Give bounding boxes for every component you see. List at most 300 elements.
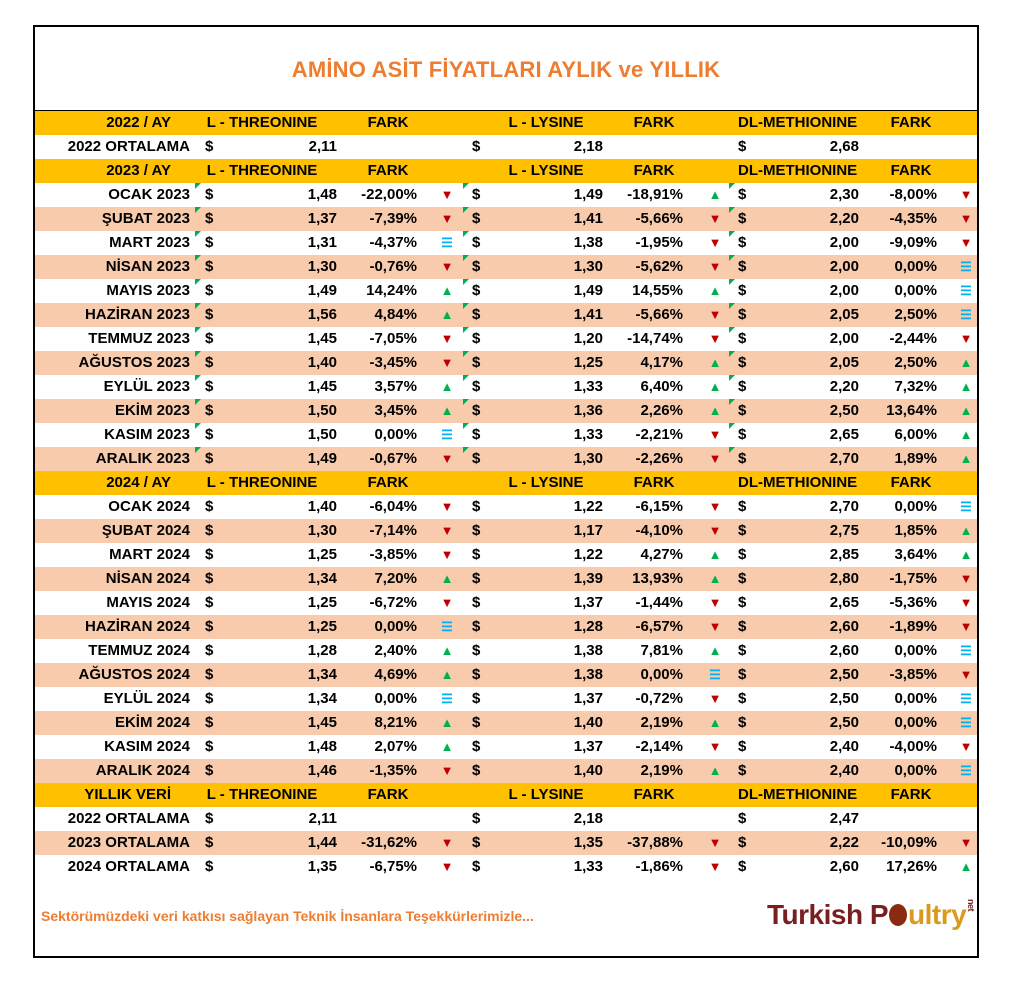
currency-sign: $ [205, 714, 214, 731]
price-value-lys: 1,37 [573, 690, 603, 707]
price-value-lys: 1,36 [573, 402, 603, 419]
section-header-row [35, 471, 977, 495]
price-value-thr: 1,30 [307, 258, 337, 275]
up-arrow-icon: ▲ [440, 715, 454, 730]
fark-value-met: -1,89% [889, 618, 937, 635]
price-value-met: 2,00 [829, 258, 859, 275]
up-arrow-icon: ▲ [708, 355, 722, 370]
row-label: MAYIS 2023 [106, 282, 190, 299]
col-header-methionine: DL-METHIONINE [738, 162, 858, 179]
currency-sign: $ [472, 570, 481, 587]
price-value-lys: 1,41 [573, 306, 603, 323]
price-value-met: 2,00 [829, 234, 859, 251]
fark-value-lys: -1,44% [635, 594, 683, 611]
down-arrow-icon: ▼ [440, 835, 454, 850]
down-arrow-icon: ▼ [708, 427, 722, 442]
down-arrow-icon: ▼ [440, 763, 454, 778]
fark-value-met: 0,00% [894, 282, 937, 299]
row-label: ŞUBAT 2023 [101, 210, 190, 227]
currency-sign: $ [738, 810, 747, 827]
currency-sign: $ [205, 210, 214, 227]
price-value-met: 2,85 [829, 546, 859, 563]
down-arrow-icon: ▼ [708, 331, 722, 346]
fark-value-thr: -6,72% [369, 594, 417, 611]
currency-sign: $ [472, 426, 481, 443]
col-header-fark: FARK [367, 474, 409, 491]
cell-marker [729, 447, 735, 453]
fark-value-met: -3,85% [889, 666, 937, 683]
down-arrow-icon: ▼ [440, 187, 454, 202]
price-value-met: 2,65 [829, 426, 859, 443]
down-arrow-icon: ▼ [440, 595, 454, 610]
down-arrow-icon: ▼ [440, 259, 454, 274]
up-arrow-icon: ▲ [708, 763, 722, 778]
price-value-thr: 1,49 [307, 282, 337, 299]
fark-value-thr: 3,45% [374, 402, 417, 419]
currency-sign: $ [738, 210, 747, 227]
currency-sign: $ [738, 186, 747, 203]
down-arrow-icon: ▼ [959, 331, 973, 346]
price-value-met: 2,00 [829, 282, 859, 299]
price-value-thr: 1,50 [307, 402, 337, 419]
fark-value-met: -10,09% [881, 834, 937, 851]
fark-value-thr: 8,21% [374, 714, 417, 731]
up-arrow-icon: ▲ [708, 187, 722, 202]
col-header-methionine: DL-METHIONINE [738, 474, 858, 491]
price-value-met: 2,60 [829, 642, 859, 659]
fark-value-lys: -5,66% [635, 210, 683, 227]
price-value-met: 2,40 [829, 738, 859, 755]
up-arrow-icon: ▲ [440, 667, 454, 682]
price-value-thr: 1,45 [307, 378, 337, 395]
equal-icon: ☰ [960, 643, 972, 658]
currency-sign: $ [472, 522, 481, 539]
fark-value-met: 0,00% [894, 762, 937, 779]
price-value-met: 2,47 [829, 810, 859, 827]
price-value-lys: 1,38 [573, 234, 603, 251]
equal-icon: ☰ [960, 283, 972, 298]
down-arrow-icon: ▼ [959, 739, 973, 754]
currency-sign: $ [472, 738, 481, 755]
currency-sign: $ [738, 738, 747, 755]
fark-value-met: -8,00% [889, 186, 937, 203]
row-label: KASIM 2024 [104, 738, 190, 755]
cell-marker [195, 423, 201, 429]
currency-sign: $ [205, 594, 214, 611]
fark-value-lys: 13,93% [632, 570, 683, 587]
price-value-lys: 1,41 [573, 210, 603, 227]
cell-marker [463, 399, 469, 405]
fark-value-lys: -18,91% [627, 186, 683, 203]
price-value-met: 2,50 [829, 690, 859, 707]
equal-icon: ☰ [709, 667, 721, 682]
down-arrow-icon: ▼ [708, 235, 722, 250]
fark-value-lys: 7,81% [640, 642, 683, 659]
price-value-thr: 1,45 [307, 330, 337, 347]
row-label: 2022 ORTALAMA [67, 810, 190, 827]
price-value-thr: 1,31 [307, 234, 337, 251]
row-label: 2022 ORTALAMA [67, 138, 190, 155]
price-value-lys: 1,20 [573, 330, 603, 347]
currency-sign: $ [472, 498, 481, 515]
up-arrow-icon: ▲ [959, 547, 973, 562]
price-value-thr: 1,34 [307, 690, 337, 707]
fark-value-lys: -1,86% [635, 858, 683, 875]
row-label: ARALIK 2023 [95, 450, 190, 467]
fark-value-met: -9,09% [889, 234, 937, 251]
currency-sign: $ [738, 546, 747, 563]
currency-sign: $ [205, 258, 214, 275]
cell-marker [195, 231, 201, 237]
down-arrow-icon: ▼ [440, 355, 454, 370]
price-value-lys: 1,33 [573, 378, 603, 395]
col-header-methionine: DL-METHIONINE [738, 786, 858, 803]
table-row [35, 615, 977, 639]
up-arrow-icon: ▲ [440, 403, 454, 418]
fark-value-met: -4,00% [889, 738, 937, 755]
fark-value-met: 6,00% [894, 426, 937, 443]
fark-value-met: -2,44% [889, 330, 937, 347]
currency-sign: $ [205, 402, 214, 419]
currency-sign: $ [472, 666, 481, 683]
fark-value-met: 2,50% [894, 354, 937, 371]
cell-marker [195, 303, 201, 309]
col-header-lysine: L - LYSINE [508, 114, 584, 131]
currency-sign: $ [205, 234, 214, 251]
currency-sign: $ [472, 234, 481, 251]
table-row [35, 831, 977, 855]
fark-value-thr: -31,62% [361, 834, 417, 851]
section-header-row [35, 111, 977, 135]
currency-sign: $ [472, 330, 481, 347]
down-arrow-icon: ▼ [708, 259, 722, 274]
down-arrow-icon: ▼ [708, 835, 722, 850]
currency-sign: $ [472, 762, 481, 779]
price-value-thr: 1,49 [307, 450, 337, 467]
fark-value-lys: -5,66% [635, 306, 683, 323]
price-value-thr: 1,25 [307, 618, 337, 635]
currency-sign: $ [205, 690, 214, 707]
fark-value-thr: 3,57% [374, 378, 417, 395]
cell-marker [463, 303, 469, 309]
col-header-fark: FARK [633, 162, 675, 179]
price-value-lys: 1,22 [573, 546, 603, 563]
fark-value-thr: 2,07% [374, 738, 417, 755]
fark-value-met: 0,00% [894, 258, 937, 275]
currency-sign: $ [205, 762, 214, 779]
table-row [35, 567, 977, 591]
row-label: MART 2023 [109, 234, 190, 251]
currency-sign: $ [472, 378, 481, 395]
fark-value-lys: -5,62% [635, 258, 683, 275]
cell-marker [463, 255, 469, 261]
price-value-met: 2,60 [829, 618, 859, 635]
currency-sign: $ [205, 330, 214, 347]
fark-value-thr: -7,14% [369, 522, 417, 539]
up-arrow-icon: ▲ [440, 307, 454, 322]
cell-marker [195, 351, 201, 357]
fark-value-met: -4,35% [889, 210, 937, 227]
currency-sign: $ [205, 834, 214, 851]
equal-icon: ☰ [960, 715, 972, 730]
cell-marker [729, 183, 735, 189]
price-value-met: 2,50 [829, 402, 859, 419]
cell-marker [463, 375, 469, 381]
down-arrow-icon: ▼ [440, 547, 454, 562]
cell-marker [463, 447, 469, 453]
equal-icon: ☰ [441, 691, 453, 706]
fark-value-lys: -6,15% [635, 498, 683, 515]
col-header-fark: FARK [633, 786, 675, 803]
fark-value-thr: -4,37% [369, 234, 417, 251]
col-header-threonine: L - THREONINE [206, 162, 318, 179]
up-arrow-icon: ▲ [959, 379, 973, 394]
table-row [35, 327, 977, 351]
fark-value-thr: 0,00% [374, 690, 417, 707]
fark-value-lys: -1,95% [635, 234, 683, 251]
price-value-thr: 1,56 [307, 306, 337, 323]
currency-sign: $ [738, 426, 747, 443]
cell-marker [463, 351, 469, 357]
fark-value-met: 13,64% [886, 402, 937, 419]
fark-value-lys: -2,21% [635, 426, 683, 443]
col-header-lysine: L - LYSINE [508, 474, 584, 491]
cell-marker [195, 399, 201, 405]
currency-sign: $ [738, 498, 747, 515]
price-value-lys: 1,40 [573, 762, 603, 779]
currency-sign: $ [738, 522, 747, 539]
row-label: NİSAN 2023 [105, 258, 190, 275]
price-value-lys: 2,18 [573, 138, 603, 155]
up-arrow-icon: ▲ [959, 859, 973, 874]
fark-value-met: 0,00% [894, 642, 937, 659]
currency-sign: $ [205, 570, 214, 587]
down-arrow-icon: ▼ [959, 619, 973, 634]
egg-icon [889, 904, 907, 926]
currency-sign: $ [472, 834, 481, 851]
down-arrow-icon: ▼ [959, 187, 973, 202]
col-header-threonine: L - THREONINE [206, 786, 318, 803]
currency-sign: $ [472, 138, 481, 155]
fark-value-lys: 2,26% [640, 402, 683, 419]
row-label: ŞUBAT 2024 [101, 522, 190, 539]
row-label: HAZİRAN 2024 [84, 618, 190, 635]
price-value-lys: 1,39 [573, 570, 603, 587]
up-arrow-icon: ▲ [708, 403, 722, 418]
price-value-met: 2,20 [829, 378, 859, 395]
currency-sign: $ [205, 498, 214, 515]
currency-sign: $ [472, 714, 481, 731]
col-header-methionine: DL-METHIONINE [738, 114, 858, 131]
price-value-lys: 1,38 [573, 666, 603, 683]
price-value-lys: 1,22 [573, 498, 603, 515]
table-row [35, 639, 977, 663]
price-value-thr: 1,40 [307, 498, 337, 515]
price-value-thr: 1,44 [307, 834, 337, 851]
row-label: MART 2024 [109, 546, 190, 563]
fark-value-met: 17,26% [886, 858, 937, 875]
currency-sign: $ [472, 594, 481, 611]
up-arrow-icon: ▲ [708, 283, 722, 298]
fark-value-thr: 2,40% [374, 642, 417, 659]
currency-sign: $ [738, 666, 747, 683]
currency-sign: $ [205, 738, 214, 755]
fark-value-lys: 4,17% [640, 354, 683, 371]
table-row [35, 495, 977, 519]
price-value-met: 2,20 [829, 210, 859, 227]
currency-sign: $ [205, 618, 214, 635]
col-header-lysine: L - LYSINE [508, 786, 584, 803]
col-header-threonine: L - THREONINE [206, 474, 318, 491]
fark-value-lys: -6,57% [635, 618, 683, 635]
currency-sign: $ [472, 810, 481, 827]
price-value-thr: 1,25 [307, 546, 337, 563]
row-label: ARALIK 2024 [95, 762, 190, 779]
col-header-fark: FARK [367, 786, 409, 803]
down-arrow-icon: ▼ [708, 307, 722, 322]
section-header-label: 2023 / AY [106, 162, 171, 179]
cell-marker [195, 279, 201, 285]
cell-marker [195, 183, 201, 189]
row-label: MAYIS 2024 [106, 594, 190, 611]
table-row [35, 375, 977, 399]
down-arrow-icon: ▼ [708, 739, 722, 754]
col-header-fark: FARK [890, 162, 932, 179]
currency-sign: $ [205, 666, 214, 683]
row-label: OCAK 2023 [108, 186, 190, 203]
up-arrow-icon: ▲ [440, 283, 454, 298]
price-value-thr: 1,50 [307, 426, 337, 443]
fark-value-thr: 0,00% [374, 618, 417, 635]
price-value-lys: 1,30 [573, 258, 603, 275]
fark-value-met: 0,00% [894, 714, 937, 731]
currency-sign: $ [205, 426, 214, 443]
up-arrow-icon: ▲ [708, 571, 722, 586]
row-label: HAZİRAN 2023 [84, 306, 190, 323]
row-label: EYLÜL 2023 [103, 378, 190, 395]
cell-marker [463, 231, 469, 237]
cell-marker [463, 207, 469, 213]
up-arrow-icon: ▲ [708, 715, 722, 730]
up-arrow-icon: ▲ [708, 379, 722, 394]
fark-value-lys: -37,88% [627, 834, 683, 851]
row-label: AĞUSTOS 2023 [78, 354, 190, 371]
fark-value-thr: -3,45% [369, 354, 417, 371]
currency-sign: $ [738, 330, 747, 347]
price-value-thr: 1,46 [307, 762, 337, 779]
price-value-thr: 1,30 [307, 522, 337, 539]
price-value-thr: 1,34 [307, 666, 337, 683]
price-value-thr: 2,11 [308, 810, 337, 827]
price-value-lys: 1,33 [573, 426, 603, 443]
currency-sign: $ [472, 546, 481, 563]
down-arrow-icon: ▼ [959, 211, 973, 226]
section-header-row [35, 783, 977, 807]
currency-sign: $ [472, 402, 481, 419]
up-arrow-icon: ▲ [959, 427, 973, 442]
price-value-lys: 1,49 [573, 186, 603, 203]
table-row [35, 135, 977, 159]
price-value-met: 2,00 [829, 330, 859, 347]
currency-sign: $ [472, 306, 481, 323]
fark-value-lys: -2,26% [635, 450, 683, 467]
cell-marker [729, 327, 735, 333]
row-label: EKİM 2024 [114, 714, 190, 731]
currency-sign: $ [205, 378, 214, 395]
down-arrow-icon: ▼ [708, 523, 722, 538]
fark-value-thr: -0,76% [369, 258, 417, 275]
col-header-fark: FARK [633, 114, 675, 131]
down-arrow-icon: ▼ [959, 595, 973, 610]
currency-sign: $ [472, 354, 481, 371]
price-value-met: 2,30 [829, 186, 859, 203]
table-row [35, 351, 977, 375]
currency-sign: $ [738, 834, 747, 851]
fark-value-lys: 14,55% [632, 282, 683, 299]
table-row [35, 423, 977, 447]
currency-sign: $ [738, 714, 747, 731]
currency-sign: $ [205, 282, 214, 299]
equal-icon: ☰ [960, 259, 972, 274]
price-value-lys: 1,25 [573, 354, 603, 371]
col-header-fark: FARK [633, 474, 675, 491]
currency-sign: $ [205, 522, 214, 539]
currency-sign: $ [472, 186, 481, 203]
down-arrow-icon: ▼ [440, 499, 454, 514]
fark-value-thr: -6,75% [369, 858, 417, 875]
currency-sign: $ [738, 594, 747, 611]
currency-sign: $ [472, 450, 481, 467]
col-header-fark: FARK [367, 114, 409, 131]
row-label: 2023 ORTALAMA [67, 834, 190, 851]
footer-note: Sektörümüzdeki veri katkısı sağlayan Teknik İnsanlara Teşekkürlerimizle... [41, 908, 534, 924]
turkish-poultry-logo: Turkish P ultrynet [767, 899, 977, 930]
equal-icon: ☰ [960, 691, 972, 706]
table-row [35, 303, 977, 327]
fark-value-thr: 14,24% [366, 282, 417, 299]
price-value-thr: 1,34 [307, 570, 337, 587]
price-value-met: 2,70 [829, 450, 859, 467]
price-value-lys: 1,30 [573, 450, 603, 467]
fark-value-met: 0,00% [894, 498, 937, 515]
currency-sign: $ [472, 690, 481, 707]
down-arrow-icon: ▼ [959, 235, 973, 250]
up-arrow-icon: ▲ [959, 355, 973, 370]
currency-sign: $ [738, 282, 747, 299]
price-value-thr: 1,48 [307, 186, 337, 203]
price-value-lys: 1,17 [573, 522, 603, 539]
price-value-thr: 2,11 [308, 138, 337, 155]
price-value-thr: 1,25 [307, 594, 337, 611]
cell-marker [729, 207, 735, 213]
currency-sign: $ [205, 546, 214, 563]
down-arrow-icon: ▼ [440, 523, 454, 538]
fark-value-thr: -7,39% [369, 210, 417, 227]
price-value-met: 2,65 [829, 594, 859, 611]
cell-marker [729, 279, 735, 285]
currency-sign: $ [472, 210, 481, 227]
table-row [35, 663, 977, 687]
down-arrow-icon: ▼ [440, 859, 454, 874]
fark-value-thr: -6,04% [369, 498, 417, 515]
down-arrow-icon: ▼ [440, 211, 454, 226]
price-value-met: 2,80 [829, 570, 859, 587]
equal-icon: ☰ [960, 307, 972, 322]
table-row [35, 207, 977, 231]
cell-marker [195, 375, 201, 381]
fark-value-lys: 2,19% [640, 762, 683, 779]
cell-marker [729, 303, 735, 309]
